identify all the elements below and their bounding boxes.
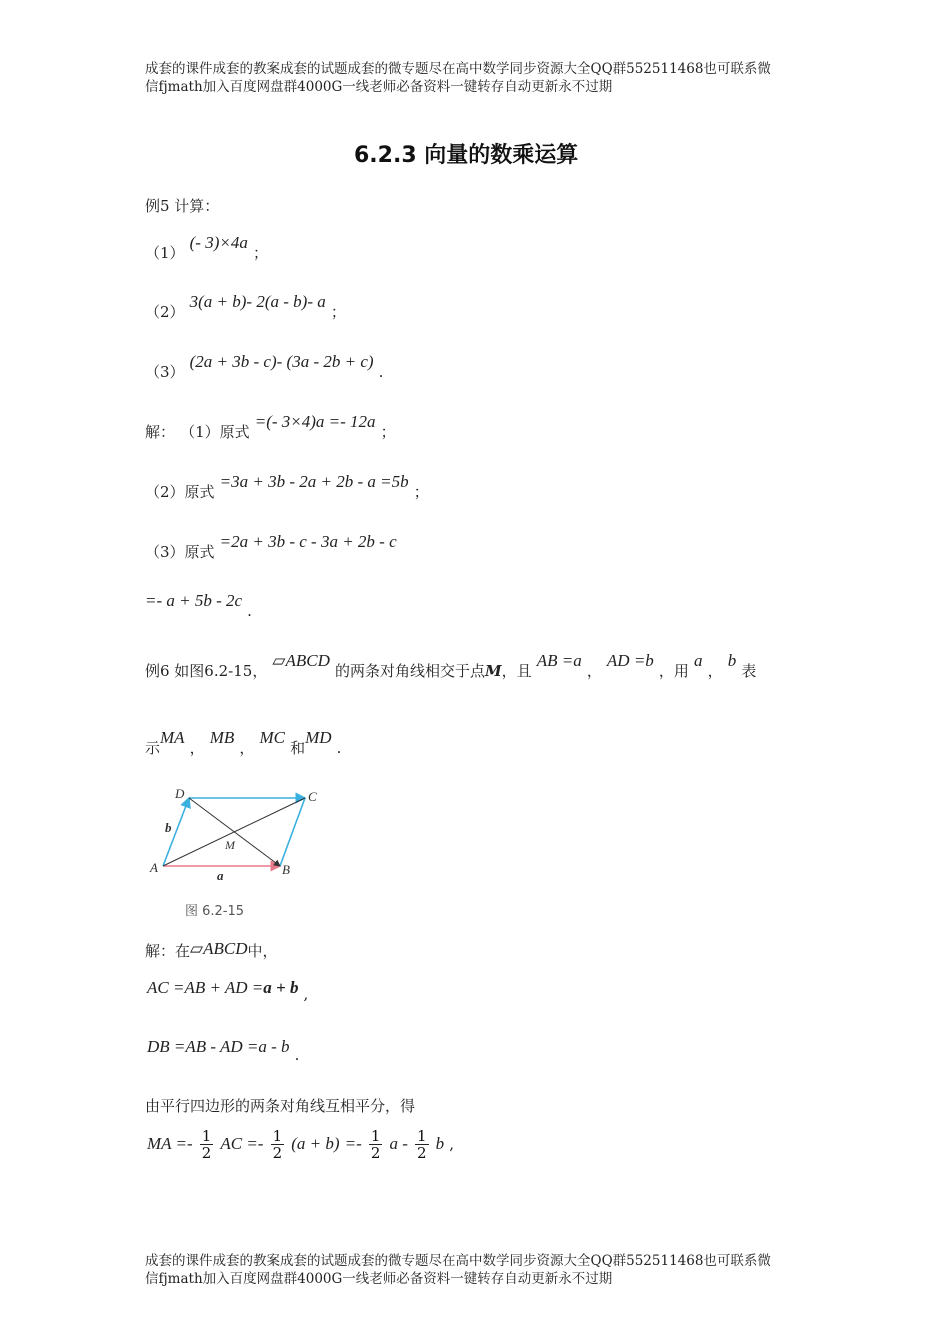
solution-tail: . [247, 602, 252, 620]
ad-equals-b: AD =b [606, 651, 654, 670]
example5-item-3 [145, 351, 384, 381]
ma-a: a - [389, 1134, 408, 1153]
parallelogram-label: ▱ABCD [190, 939, 248, 958]
frac-numerator: 1 [272, 1127, 283, 1145]
and-text: 和 [290, 739, 306, 757]
label-d-vertex: D [175, 786, 185, 801]
frac-numerator: 1 [201, 1127, 212, 1145]
solution-label: （3）原式 [145, 543, 215, 561]
example6-line-2 [145, 727, 342, 757]
header-line-1: 成套的课件成套的教案成套的试题成套的微专题尽在高中数学同步资源大全QQ群552511468也可联系微 [145, 61, 771, 77]
item-label: （1） [145, 244, 185, 262]
half-fraction [415, 1128, 429, 1161]
solution5-line-2 [145, 471, 429, 501]
solution-label: （1）原式 [180, 423, 250, 441]
vector-mc: MC [259, 728, 286, 747]
ac-result: a + b [263, 978, 299, 997]
solution-label: （2）原式 [145, 483, 215, 501]
footer-line-2: 信fjmath加入百度网盘群4000G一线老师必备资料一键转存自动更新永不过期 [145, 1271, 613, 1287]
solution-expression: =3a + 3b - 2a + 2b - a =5b [219, 472, 409, 491]
period: . [336, 739, 342, 757]
example6-text: ，且 [501, 662, 532, 680]
ma-equals: =- [344, 1134, 362, 1153]
half-fraction [369, 1128, 383, 1161]
vector-ma: MA [160, 728, 185, 747]
example6-text: 的两条对角线相交于点 [334, 662, 485, 680]
item-label: （2） [145, 303, 185, 321]
parallelogram-figure [145, 780, 345, 925]
half-fraction [271, 1128, 285, 1161]
ma-tail: , [449, 1135, 454, 1153]
use-text: ，用 [658, 662, 689, 680]
ma-ac: AC =- [220, 1134, 264, 1153]
item-expression: (2a + 3b - c)- (3a - 2b + c) [189, 352, 374, 371]
frac-numerator: 1 [416, 1127, 427, 1145]
line2-start: 示 [145, 739, 161, 757]
comma: ， [586, 662, 602, 680]
ma-paren: (a + b) [291, 1134, 340, 1153]
label-a-vector: a [217, 868, 224, 883]
ma-start: MA =- [147, 1134, 193, 1153]
solution-expression: =(- 3×4)a =- 12a [254, 412, 376, 431]
example5-item-2 [145, 291, 346, 321]
solution-expression: =- a + 5b - 2c [145, 591, 243, 610]
solution-tail: ； [380, 423, 396, 441]
db-expression: DB =AB - AD =a - b [147, 1037, 290, 1056]
comma: ， [189, 739, 205, 757]
solution-tail: ； [413, 483, 429, 501]
header-line-2: 信fjmath加入百度网盘群4000G一线老师必备资料一键转存自动更新永不过期 [145, 79, 613, 95]
vector-b: b [727, 651, 737, 670]
solution6-db-line [147, 1037, 300, 1064]
label-a-vertex: A [150, 860, 158, 875]
solution5-line-3 [145, 531, 397, 561]
example6-line-1 [145, 650, 757, 680]
parallelogram-label: ▱ABCD [272, 651, 330, 670]
solution-prefix: 解： [145, 423, 176, 441]
label-b-vertex: B [282, 862, 290, 877]
ma-b: b [435, 1134, 445, 1153]
frac-denominator: 2 [416, 1144, 427, 1162]
label-c-vertex: C [308, 789, 317, 804]
label-m-point: M [225, 838, 235, 852]
db-tail: . [294, 1046, 300, 1064]
solution6-ma-line [147, 1128, 454, 1161]
ab-equals-a: AB =a [536, 651, 582, 670]
diagonal-db-line [189, 798, 280, 866]
example5-heading: 例5 计算： [145, 197, 220, 215]
solution5-line-4 [145, 591, 252, 620]
express-text: 表 [741, 662, 757, 680]
half-fraction [200, 1128, 214, 1161]
item-expression: 3(a + b)- 2(a - b)- a [189, 292, 326, 311]
frac-denominator: 2 [201, 1144, 212, 1162]
vector-mb: MB [209, 728, 235, 747]
frac-denominator: 2 [272, 1144, 283, 1162]
vector-md: MD [305, 728, 332, 747]
intro-prefix: 解：在 [145, 942, 191, 960]
example5-item-1 [145, 232, 268, 262]
point-m: M [485, 662, 502, 680]
figure-caption: 图 6.2-15 [185, 904, 245, 919]
item-tail: . [378, 363, 384, 381]
label-b-vector: b [165, 820, 172, 835]
item-expression: (- 3)×4a [189, 233, 248, 252]
page-title: 6.2.3 向量的数乘运算 [354, 143, 579, 168]
comma: ， [707, 662, 723, 680]
ac-tail: , [303, 985, 309, 1003]
footer-line-1: 成套的课件成套的教案成套的试题成套的微专题尽在高中数学同步资源大全QQ群552511468也可联系微 [145, 1253, 771, 1269]
intro-suffix: 中， [247, 942, 278, 960]
solution5-line-1 [145, 411, 396, 441]
comma: ， [239, 739, 255, 757]
item-label: （3） [145, 363, 185, 381]
vector-a: a [694, 651, 703, 670]
frac-denominator: 2 [370, 1144, 381, 1162]
example6-prefix: 例6 如图6.2-15， [145, 662, 268, 680]
solution-expression: =2a + 3b - c - 3a + 2b - c [219, 532, 397, 551]
solution6-intro [145, 938, 278, 959]
item-tail: ； [330, 303, 346, 321]
solution6-ac-line [147, 978, 309, 1003]
frac-numerator: 1 [370, 1127, 381, 1145]
ac-expression: AC =AB + AD = [147, 978, 264, 997]
item-tail: ； [252, 244, 268, 262]
solution6-statement: 由平行四边形的两条对角线互相平分，得 [145, 1097, 416, 1115]
